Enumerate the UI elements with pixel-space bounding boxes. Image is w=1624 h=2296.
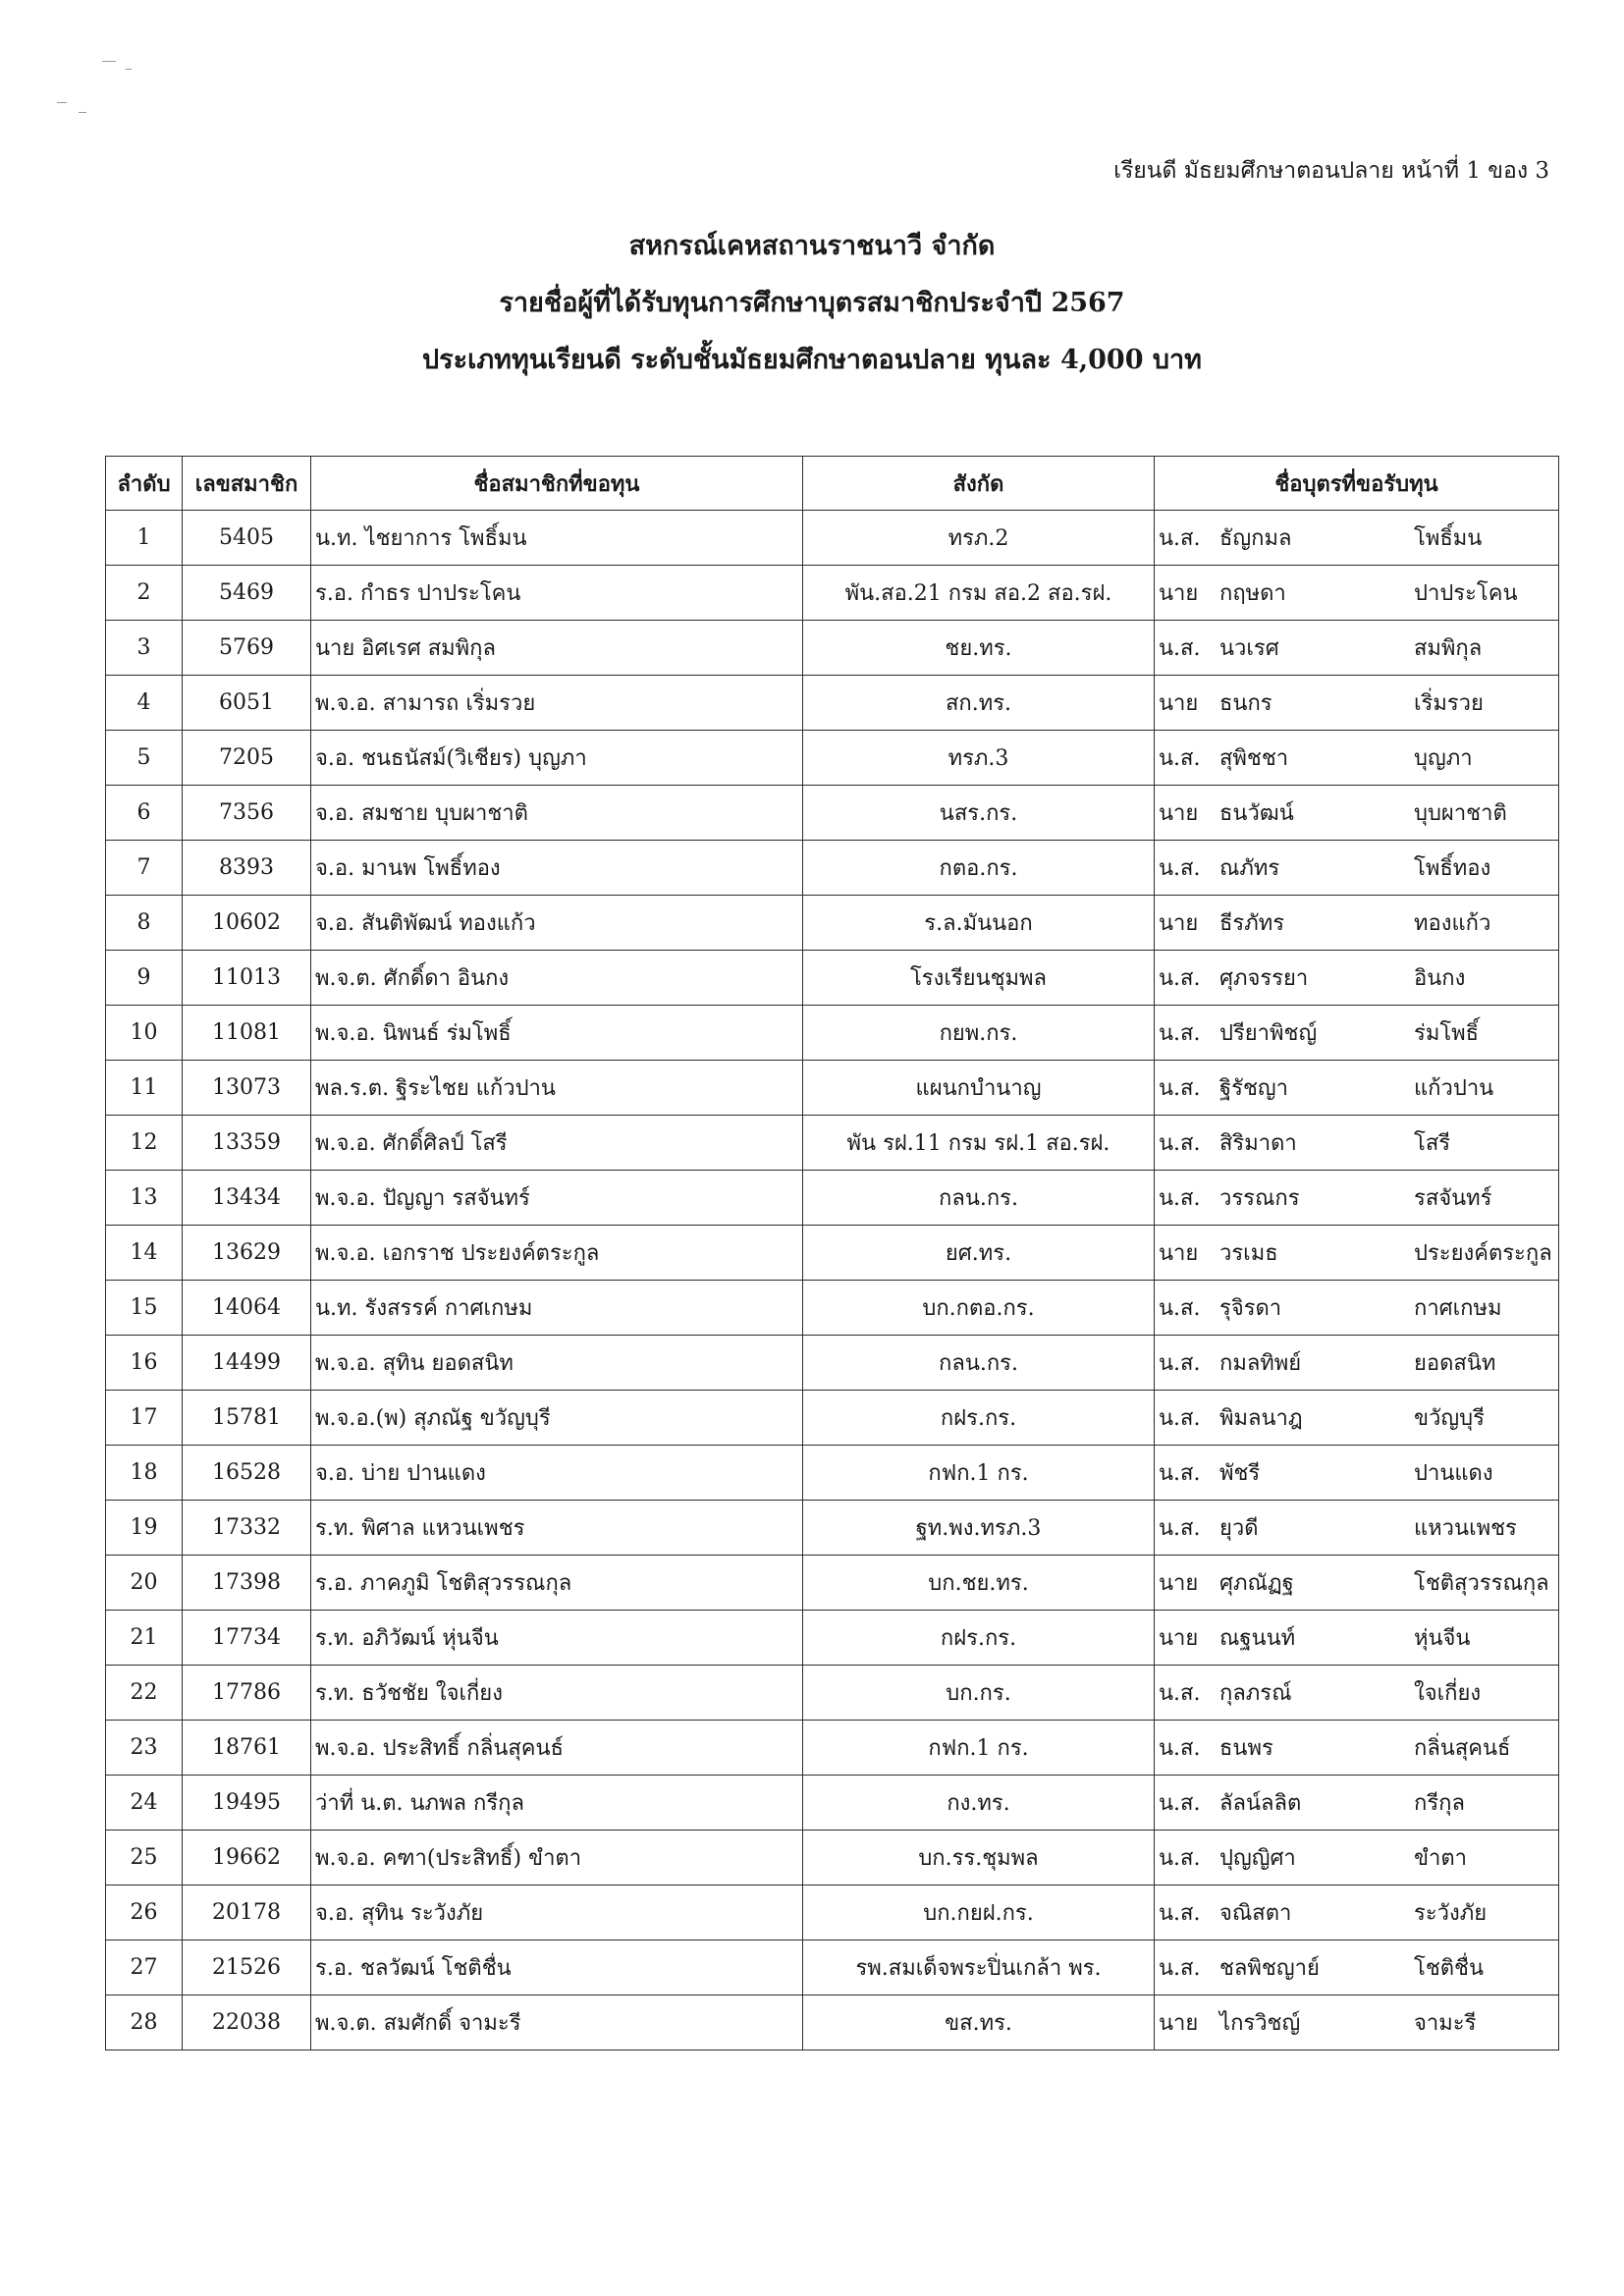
child-title: น.ส. [1159, 966, 1201, 991]
table-row [106, 1776, 1559, 1831]
child-title: น.ส. [1159, 1131, 1201, 1156]
row-member-name: น.ท. ไชยาการ โพธิ์มน [311, 511, 803, 566]
child-last-name: จามะรี [1414, 2011, 1477, 2036]
row-order: 23 [106, 1721, 183, 1776]
child-first-name: ธีรภัทร [1219, 911, 1285, 936]
row-child-name [1155, 566, 1559, 621]
row-child-name [1155, 841, 1559, 896]
child-first-name: รุจิรดา [1219, 1296, 1282, 1321]
row-order: 22 [106, 1666, 183, 1721]
row-member-id: 14499 [183, 1336, 311, 1391]
row-unit: กฟก.1 กร. [803, 1721, 1155, 1776]
row-unit: บก.รร.ชุมพล [803, 1831, 1155, 1886]
row-order: 8 [106, 896, 183, 951]
row-member-id: 19662 [183, 1831, 311, 1886]
row-member-id: 21526 [183, 1941, 311, 1995]
child-last-name: ทองแก้ว [1414, 911, 1491, 936]
table-row [106, 1281, 1559, 1336]
table-row [106, 1721, 1559, 1776]
child-title: น.ส. [1159, 1406, 1201, 1431]
child-last-name: ร่มโพธิ์ [1414, 1021, 1480, 1046]
row-member-id: 17734 [183, 1611, 311, 1666]
row-member-name: นาย อิศเรศ สมพิกุล [311, 621, 803, 676]
row-child-name [1155, 676, 1559, 731]
child-first-name: ปรียาพิชญ์ [1219, 1021, 1318, 1046]
row-member-id: 5405 [183, 511, 311, 566]
row-order: 28 [106, 1995, 183, 2050]
row-member-name: ร.ท. พิศาล แหวนเพชร [311, 1501, 803, 1556]
row-member-name: ร.อ. ชลวัฒน์ โชติชื่น [311, 1941, 803, 1995]
row-member-name: พล.ร.ต. ฐิระไชย แก้วปาน [311, 1061, 803, 1116]
child-title: น.ส. [1159, 636, 1201, 661]
table-row [106, 566, 1559, 621]
child-first-name: ชลพิชญาย์ [1219, 1956, 1320, 1981]
child-title: น.ส. [1159, 1021, 1201, 1046]
scan-mark [102, 61, 116, 62]
row-child-name [1155, 786, 1559, 841]
row-member-id: 7356 [183, 786, 311, 841]
row-child-name [1155, 1446, 1559, 1501]
row-member-name: พ.จ.อ. สุทิน ยอดสนิท [311, 1336, 803, 1391]
row-order: 24 [106, 1776, 183, 1831]
document-titles [0, 218, 1624, 389]
table-row [106, 1831, 1559, 1886]
row-order: 25 [106, 1831, 183, 1886]
table-row [106, 1556, 1559, 1611]
row-unit: กฝร.กร. [803, 1391, 1155, 1446]
table-row [106, 1666, 1559, 1721]
child-last-name: ขำตา [1414, 1846, 1468, 1871]
row-child-name [1155, 1061, 1559, 1116]
child-first-name: พิมลนาฎ [1219, 1406, 1303, 1431]
child-last-name: กลิ่นสุคนธ์ [1414, 1736, 1511, 1761]
child-title: นาย [1159, 1626, 1199, 1651]
child-last-name: โพธิ์มน [1414, 526, 1483, 551]
row-member-id: 5469 [183, 566, 311, 621]
child-first-name: ธัญกมล [1219, 526, 1292, 551]
child-last-name: หุ่นจีน [1414, 1626, 1471, 1651]
child-first-name: ณฐนนท์ [1219, 1626, 1296, 1651]
child-last-name: ปาประโคน [1414, 581, 1518, 606]
child-last-name: ประยงค์ตระกูล [1414, 1241, 1552, 1266]
row-child-name [1155, 896, 1559, 951]
row-order: 5 [106, 731, 183, 786]
row-order: 1 [106, 511, 183, 566]
row-order: 18 [106, 1446, 183, 1501]
child-first-name: ยุวดี [1219, 1516, 1259, 1541]
row-member-id: 5769 [183, 621, 311, 676]
row-child-name [1155, 1336, 1559, 1391]
child-last-name: โชติสุวรรณกุล [1414, 1571, 1549, 1596]
row-order: 20 [106, 1556, 183, 1611]
row-member-name: จ.อ. สุทิน ระวังภัย [311, 1886, 803, 1941]
row-unit: กฟก.1 กร. [803, 1446, 1155, 1501]
child-first-name: ปุญญิศา [1219, 1846, 1296, 1871]
child-title: น.ส. [1159, 1186, 1201, 1211]
child-last-name: กาศเกษม [1414, 1296, 1502, 1321]
child-title: น.ส. [1159, 526, 1201, 551]
row-child-name [1155, 1611, 1559, 1666]
table-row [106, 1446, 1559, 1501]
row-member-id: 20178 [183, 1886, 311, 1941]
row-child-name [1155, 1556, 1559, 1611]
table-row [106, 896, 1559, 951]
row-child-name [1155, 1391, 1559, 1446]
table-row [106, 841, 1559, 896]
row-child-name [1155, 1776, 1559, 1831]
row-unit: กลน.กร. [803, 1171, 1155, 1226]
child-title: น.ส. [1159, 1956, 1201, 1981]
row-unit: แผนกบำนาญ [803, 1061, 1155, 1116]
child-last-name: ปานแดง [1414, 1461, 1493, 1486]
child-title: น.ส. [1159, 1901, 1201, 1926]
child-last-name: กรีกุล [1414, 1791, 1465, 1816]
child-last-name: ใจเกี่ยง [1414, 1681, 1482, 1706]
row-child-name [1155, 1995, 1559, 2050]
row-order: 6 [106, 786, 183, 841]
column-header-unit: สังกัด [803, 457, 1155, 511]
child-first-name: ฐิรัชญา [1219, 1076, 1288, 1101]
row-member-name: พ.จ.ต. สมศักดิ์ จามะรี [311, 1995, 803, 2050]
table-row [106, 951, 1559, 1006]
row-unit: กยพ.กร. [803, 1006, 1155, 1061]
row-member-name: จ.อ. สมชาย บุบผาชาติ [311, 786, 803, 841]
child-first-name: ธนกร [1219, 691, 1272, 716]
list-title: รายชื่อผู้ที่ได้รับทุนการศึกษาบุตรสมาชิกประจำปี 2567 [499, 288, 1125, 318]
row-child-name [1155, 1281, 1559, 1336]
child-first-name: ลัลน์ลลิต [1219, 1791, 1302, 1816]
table-row [106, 1336, 1559, 1391]
row-unit: โรงเรียนชุมพล [803, 951, 1155, 1006]
row-child-name [1155, 511, 1559, 566]
row-unit: กลน.กร. [803, 1336, 1155, 1391]
child-title: นาย [1159, 1241, 1199, 1266]
row-member-name: พ.จ.อ. คฑา(ประสิทธิ์) ขำตา [311, 1831, 803, 1886]
table-row [106, 1226, 1559, 1281]
row-member-id: 17786 [183, 1666, 311, 1721]
row-order: 7 [106, 841, 183, 896]
table-header-row [106, 457, 1559, 511]
child-last-name: โชติชื่น [1414, 1956, 1485, 1981]
column-header-order: ลำดับ [106, 457, 183, 511]
row-order: 11 [106, 1061, 183, 1116]
row-child-name [1155, 1721, 1559, 1776]
row-member-id: 22038 [183, 1995, 311, 2050]
table-row [106, 621, 1559, 676]
row-child-name [1155, 1831, 1559, 1886]
row-order: 2 [106, 566, 183, 621]
page-reference: เรียนดี มัธยมศึกษาตอนปลาย หน้าที่ 1 ของ 3 [1113, 158, 1549, 184]
row-member-name: ร.ท. อภิวัฒน์ หุ่นจีน [311, 1611, 803, 1666]
child-title: นาย [1159, 911, 1199, 936]
row-order: 19 [106, 1501, 183, 1556]
row-unit: ร.ล.มันนอก [803, 896, 1155, 951]
row-member-name: ร.อ. ภาคภูมิ โชติสุวรรณกุล [311, 1556, 803, 1611]
row-member-name: น.ท. รังสรรค์ กาศเกษม [311, 1281, 803, 1336]
row-member-name: ร.อ. กำธร ปาประโคน [311, 566, 803, 621]
table-row [106, 1995, 1559, 2050]
child-title: นาย [1159, 2011, 1199, 2036]
row-unit: นสร.กร. [803, 786, 1155, 841]
row-member-id: 16528 [183, 1446, 311, 1501]
row-child-name [1155, 951, 1559, 1006]
child-first-name: สุพิชชา [1219, 746, 1289, 771]
child-title: นาย [1159, 801, 1199, 826]
child-first-name: พัชรี [1219, 1461, 1261, 1486]
child-first-name: จณิสตา [1219, 1901, 1292, 1926]
row-unit: ทรภ.3 [803, 731, 1155, 786]
row-member-name: พ.จ.อ. สามารถ เริ่มรวย [311, 676, 803, 731]
child-title: น.ส. [1159, 746, 1201, 771]
row-member-name: พ.จ.อ.(พ) สุภณัฐ ขวัญบุรี [311, 1391, 803, 1446]
row-member-id: 15781 [183, 1391, 311, 1446]
row-member-id: 8393 [183, 841, 311, 896]
row-order: 13 [106, 1171, 183, 1226]
row-child-name [1155, 1006, 1559, 1061]
child-first-name: กฤษดา [1219, 581, 1286, 606]
row-member-name: จ.อ. มานพ โพธิ์ทอง [311, 841, 803, 896]
row-unit: พัน.สอ.21 กรม สอ.2 สอ.รฝ. [803, 566, 1155, 621]
row-unit: ขส.ทร. [803, 1995, 1155, 2050]
row-member-id: 11081 [183, 1006, 311, 1061]
row-member-id: 10602 [183, 896, 311, 951]
row-member-id: 7205 [183, 731, 311, 786]
row-child-name [1155, 621, 1559, 676]
row-unit: บก.กตอ.กร. [803, 1281, 1155, 1336]
child-first-name: วรรณกร [1219, 1186, 1300, 1211]
table-row [106, 786, 1559, 841]
child-last-name: โพธิ์ทอง [1414, 856, 1491, 881]
table-body [106, 511, 1559, 2050]
child-last-name: แหวนเพชร [1414, 1516, 1517, 1541]
row-member-name: พ.จ.อ. ปัญญา รสจันทร์ [311, 1171, 803, 1226]
row-member-id: 13434 [183, 1171, 311, 1226]
row-order: 17 [106, 1391, 183, 1446]
row-member-name: ว่าที่ น.ต. นภพล กรีกุล [311, 1776, 803, 1831]
table-row [106, 1941, 1559, 1995]
table-row [106, 1886, 1559, 1941]
row-member-id: 14064 [183, 1281, 311, 1336]
row-member-id: 11013 [183, 951, 311, 1006]
row-unit: พัน รฝ.11 กรม รฝ.1 สอ.รฝ. [803, 1116, 1155, 1171]
row-unit: ชย.ทร. [803, 621, 1155, 676]
child-last-name: ยอดสนิท [1414, 1351, 1496, 1376]
row-member-id: 13073 [183, 1061, 311, 1116]
table-row [106, 1171, 1559, 1226]
table-row [106, 1611, 1559, 1666]
row-member-id: 6051 [183, 676, 311, 731]
child-title: น.ส. [1159, 1846, 1201, 1871]
organization-title: สหกรณ์เคหสถานราชนาวี จำกัด [628, 231, 996, 261]
row-member-name: พ.จ.อ. ประสิทธิ์ กลิ่นสุคนธ์ [311, 1721, 803, 1776]
column-header-member-name: ชื่อสมาชิกที่ขอทุน [311, 457, 803, 511]
child-title: น.ส. [1159, 1296, 1201, 1321]
row-child-name [1155, 1501, 1559, 1556]
row-child-name [1155, 1941, 1559, 1995]
row-order: 15 [106, 1281, 183, 1336]
row-child-name [1155, 1666, 1559, 1721]
row-unit: บก.กยฝ.กร. [803, 1886, 1155, 1941]
row-unit: บก.ชย.ทร. [803, 1556, 1155, 1611]
column-header-member-id: เลขสมาชิก [183, 457, 311, 511]
row-order: 12 [106, 1116, 183, 1171]
row-unit: บก.กร. [803, 1666, 1155, 1721]
child-last-name: บุบผาชาติ [1414, 801, 1507, 826]
table-row [106, 1391, 1559, 1446]
row-member-id: 17332 [183, 1501, 311, 1556]
row-member-name: จ.อ. ชนธนัสม์(วิเชียร) บุญภา [311, 731, 803, 786]
child-first-name: ธนพร [1219, 1736, 1273, 1761]
row-order: 14 [106, 1226, 183, 1281]
row-member-name: ร.ท. ธวัชชัย ใจเกี่ยง [311, 1666, 803, 1721]
table-row [106, 511, 1559, 566]
row-member-id: 18761 [183, 1721, 311, 1776]
child-first-name: วรเมธ [1219, 1241, 1278, 1266]
child-first-name: ณภัทร [1219, 856, 1280, 881]
row-child-name [1155, 731, 1559, 786]
scholarship-recipients-table [105, 456, 1559, 2050]
row-order: 10 [106, 1006, 183, 1061]
child-title: น.ส. [1159, 1681, 1201, 1706]
child-last-name: เริ่มรวย [1414, 691, 1484, 716]
row-member-id: 17398 [183, 1556, 311, 1611]
child-first-name: ศุภณัฏฐ [1219, 1571, 1294, 1596]
row-child-name [1155, 1171, 1559, 1226]
child-title: น.ส. [1159, 1736, 1201, 1761]
row-unit: รพ.สมเด็จพระปิ่นเกล้า พร. [803, 1941, 1155, 1995]
child-title: น.ส. [1159, 856, 1201, 881]
table-row [106, 1501, 1559, 1556]
row-unit: กตอ.กร. [803, 841, 1155, 896]
child-last-name: แก้วปาน [1414, 1076, 1494, 1101]
child-first-name: นวเรศ [1219, 636, 1279, 661]
child-first-name: ธนวัฒน์ [1219, 801, 1294, 826]
table-row [106, 731, 1559, 786]
child-title: น.ส. [1159, 1516, 1201, 1541]
row-member-name: จ.อ. สันติพัฒน์ ทองแก้ว [311, 896, 803, 951]
row-member-name: จ.อ. บ่าย ปานแดง [311, 1446, 803, 1501]
row-unit: กง.ทร. [803, 1776, 1155, 1831]
row-order: 4 [106, 676, 183, 731]
scan-mark [79, 112, 86, 113]
child-title: น.ส. [1159, 1351, 1201, 1376]
child-first-name: ศุภจรรยา [1219, 966, 1309, 991]
table-row [106, 676, 1559, 731]
child-title: นาย [1159, 1571, 1199, 1596]
child-last-name: ขวัญบุรี [1414, 1406, 1485, 1431]
child-last-name: สมพิกุล [1414, 636, 1483, 661]
row-order: 16 [106, 1336, 183, 1391]
row-member-name: พ.จ.อ. เอกราช ประยงค์ตระกูล [311, 1226, 803, 1281]
child-first-name: กุลภรณ์ [1219, 1681, 1292, 1706]
row-unit: สก.ทร. [803, 676, 1155, 731]
row-child-name [1155, 1226, 1559, 1281]
child-title: นาย [1159, 581, 1199, 606]
scholarship-type-title: ประเภททุนเรียนดี ระดับชั้นมัธยมศึกษาตอนปลาย ทุนละ 4,000 บาท [422, 345, 1202, 375]
row-order: 3 [106, 621, 183, 676]
row-member-name: พ.จ.อ. นิพนธ์ ร่มโพธิ์ [311, 1006, 803, 1061]
row-child-name [1155, 1116, 1559, 1171]
child-title: น.ส. [1159, 1461, 1201, 1486]
row-member-id: 13359 [183, 1116, 311, 1171]
child-last-name: บุญภา [1414, 746, 1473, 771]
child-last-name: ระวังภัย [1414, 1901, 1488, 1926]
table-row [106, 1116, 1559, 1171]
row-order: 27 [106, 1941, 183, 1995]
row-order: 9 [106, 951, 183, 1006]
table-row [106, 1061, 1559, 1116]
row-order: 21 [106, 1611, 183, 1666]
row-order: 26 [106, 1886, 183, 1941]
row-member-name: พ.จ.อ. ศักดิ์ศิลป์ โสรี [311, 1116, 803, 1171]
column-header-child-name: ชื่อบุตรที่ขอรับทุน [1155, 457, 1559, 511]
row-member-name: พ.จ.ต. ศักดิ์ดา อินกง [311, 951, 803, 1006]
row-unit: ทรภ.2 [803, 511, 1155, 566]
child-first-name: ไกรวิชญ์ [1219, 2011, 1301, 2036]
child-title: น.ส. [1159, 1076, 1201, 1101]
child-last-name: อินกง [1414, 966, 1466, 991]
child-title: นาย [1159, 691, 1199, 716]
child-last-name: โสรี [1414, 1131, 1451, 1156]
row-unit: ฐท.พง.ทรภ.3 [803, 1501, 1155, 1556]
row-unit: กฝร.กร. [803, 1611, 1155, 1666]
row-child-name [1155, 1886, 1559, 1941]
child-last-name: รสจันทร์ [1414, 1186, 1492, 1211]
table-row [106, 1006, 1559, 1061]
row-unit: ยศ.ทร. [803, 1226, 1155, 1281]
row-member-id: 13629 [183, 1226, 311, 1281]
child-title: น.ส. [1159, 1791, 1201, 1816]
child-first-name: สิริมาดา [1219, 1131, 1297, 1156]
child-first-name: กมลทิพย์ [1219, 1351, 1302, 1376]
scan-mark [57, 102, 67, 103]
scan-mark [126, 69, 132, 70]
row-member-id: 19495 [183, 1776, 311, 1831]
